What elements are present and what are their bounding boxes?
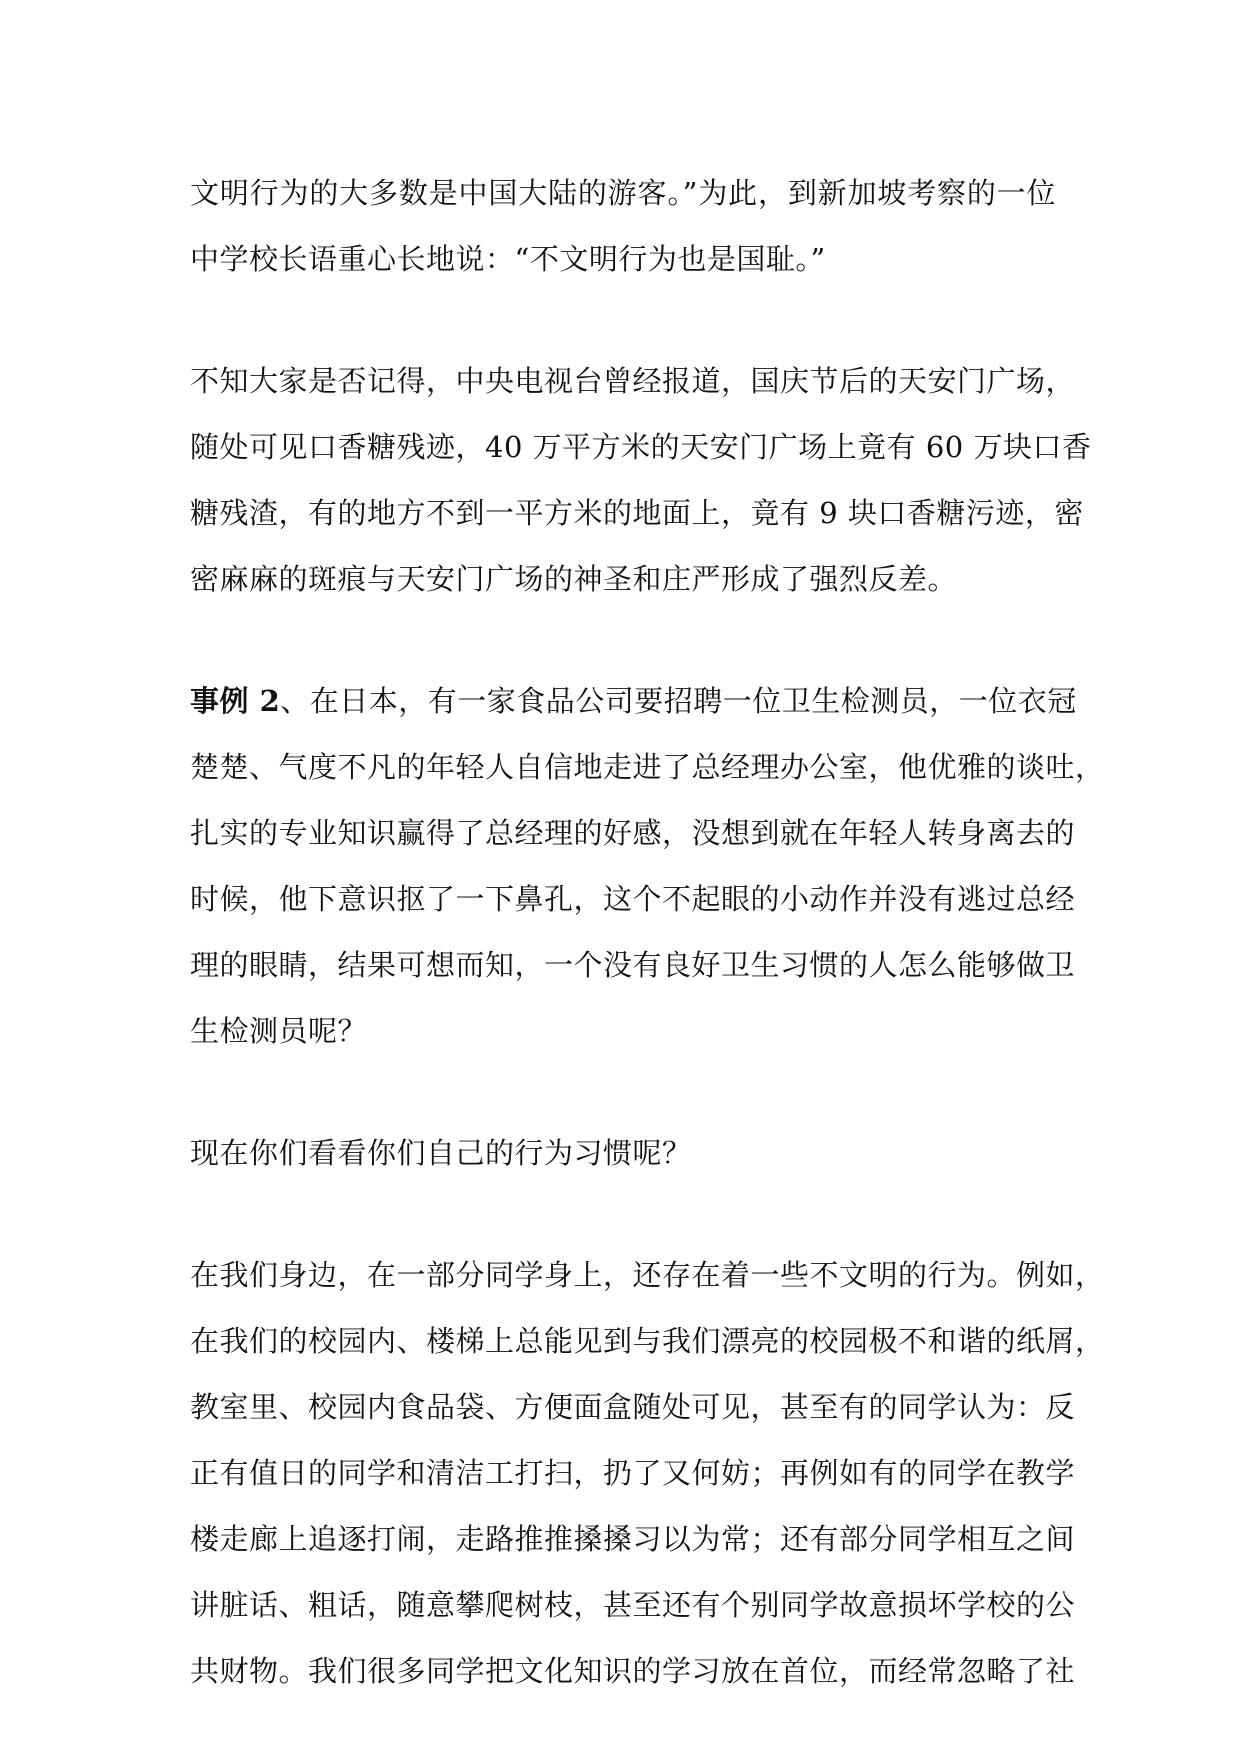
text-line: 讲脏话、粗话，随意攀爬树枝，甚至还有个别同学故意损坏学校的公 bbox=[190, 1588, 1076, 1622]
paragraph-2 bbox=[190, 348, 1092, 612]
document-page bbox=[190, 160, 1105, 1760]
text-line: 密麻麻的斑痕与天安门广场的神圣和庄严形成了强烈反差。 bbox=[190, 562, 958, 596]
example-label: 事例 2 bbox=[190, 684, 281, 718]
paragraph-4 bbox=[190, 1120, 1056, 1186]
text-line: 理的眼睛，结果可想而知，一个没有良好卫生习惯的人怎么能够做卫 bbox=[190, 948, 1076, 982]
text-line: 在我们身边，在一部分同学身上，还存在着一些不文明的行为。例如， bbox=[190, 1258, 1105, 1292]
paragraph-3 bbox=[190, 668, 1105, 1064]
paragraph-5 bbox=[190, 1242, 1105, 1704]
text-line: 生检测员呢？ bbox=[190, 1014, 368, 1048]
text-line bbox=[190, 668, 1077, 734]
text-line-continuation: 、在日本，有一家食品公司要招聘一位卫生检测员，一位衣冠 bbox=[280, 684, 1077, 718]
text-line: 楚楚、气度不凡的年轻人自信地走进了总经理办公室，他优雅的谈吐， bbox=[190, 750, 1105, 784]
text-line: 扎实的专业知识赢得了总经理的好感，没想到就在年轻人转身离去的 bbox=[190, 816, 1076, 850]
text-line: 教室里、校园内食品袋、方便面盒随处可见，甚至有的同学认为：反 bbox=[190, 1390, 1076, 1424]
text-line: 中学校长语重心长地说：“不文明行为也是国耻。” bbox=[190, 242, 826, 276]
text-line: 在我们的校园内、楼梯上总能见到与我们漂亮的校园极不和谐的纸屑， bbox=[190, 1324, 1105, 1358]
text-line: 不知大家是否记得，中央电视台曾经报道，国庆节后的天安门广场， bbox=[190, 364, 1076, 398]
text-line: 糖残渣，有的地方不到一平方米的地面上，竟有 9 块口香糖污迹，密 bbox=[190, 496, 1084, 530]
text-line: 共财物。我们很多同学把文化知识的学习放在首位，而经常忽略了社 bbox=[190, 1654, 1076, 1688]
text-line: 随处可见口香糖残迹，40 万平方米的天安门广场上竟有 60 万块口香 bbox=[190, 430, 1092, 464]
paragraph-1 bbox=[190, 160, 1056, 292]
text-line: 正有值日的同学和清洁工打扫，扔了又何妨；再例如有的同学在教学 bbox=[190, 1456, 1076, 1490]
text-line: 时候，他下意识抠了一下鼻孔，这个不起眼的小动作并没有逃过总经 bbox=[190, 882, 1076, 916]
text-line: 楼走廊上追逐打闹，走路推推搡搡习以为常；还有部分同学相互之间 bbox=[190, 1522, 1076, 1556]
text-line: 现在你们看看你们自己的行为习惯呢？ bbox=[190, 1136, 692, 1170]
text-line: 文明行为的大多数是中国大陆的游客。”为此，到新加坡考察的一位 bbox=[190, 176, 1056, 210]
